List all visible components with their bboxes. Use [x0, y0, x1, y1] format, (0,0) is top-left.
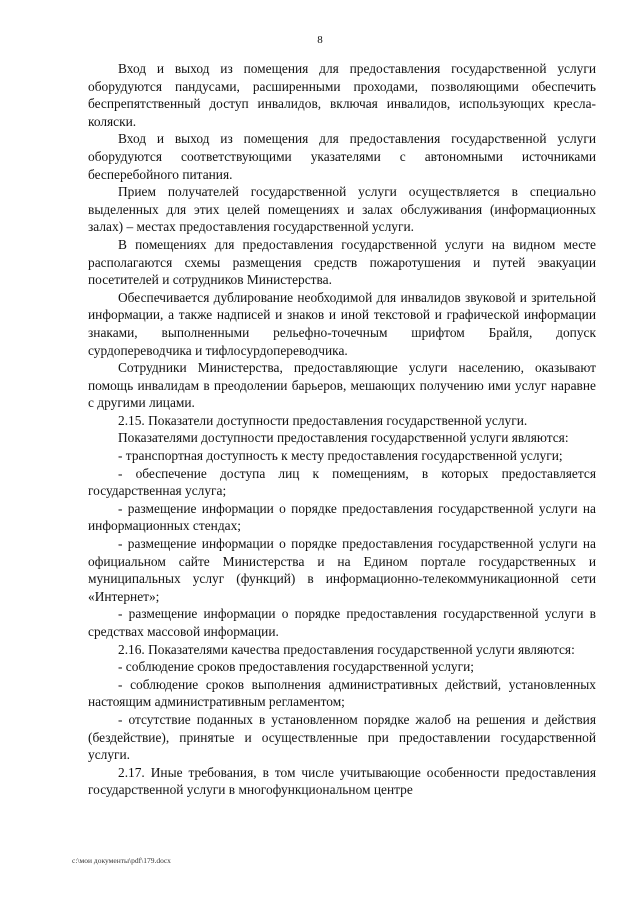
list-item: - соблюдение сроков выполнения административных действий, установленных настоящим административным регламентом; — [88, 676, 596, 710]
paragraph: Показателями доступности предоставления государственной услуги являются: — [118, 430, 569, 446]
section-heading-2-17: 2.17. Иные требования, в том числе учитывающие особенности предоставления государственной услуги в многофункциональном центре — [88, 764, 596, 798]
page-number: 8 — [317, 34, 323, 46]
document-body — [88, 60, 596, 799]
list-item: - размещение информации о порядке предоставления государственной услуги на официальном сайте Министерства и на Едином портале государственных и муниципальных услуг (функций) в информационно-телекоммуникационной сети «Интернет»; — [88, 536, 596, 604]
list-item: - отсутствие поданных в установленном порядке жалоб на решения и действия (бездействие), принятые и осуществленные при предоставлении государственной услуги. — [88, 711, 596, 763]
section-heading-2-16: 2.16. Показателями качества предоставления государственной услуги являются: — [118, 641, 575, 657]
paragraph: Вход и выход из помещения для предоставления государственной услуги оборудуются соответствующими указателями с автономными источниками бесперебойного питания. — [88, 131, 596, 182]
paragraph: Прием получателей государственной услуги осуществляется в специально выделенных для этих целей помещениях и залах обслуживания (информационных залах) – местах предоставления государственной услуги. — [88, 184, 596, 235]
paragraph: В помещениях для предоставления государственной услуги на видном месте располагаются схемы размещения средств пожаротушения и путей эвакуации посетителей и сотрудников Министерства. — [88, 236, 596, 288]
section-heading-2-15: 2.15. Показатели доступности предоставления государственной услуги. — [118, 412, 528, 428]
paragraph: Вход и выход из помещения для предоставления государственной услуги оборудуются пандусами, расширенными проходами, позволяющими обеспечить беспрепятственный доступ инвалидов, включая инвалидов, использующих кресла-коляски. — [88, 61, 596, 129]
list-item: - размещение информации о порядке предоставления государственной услуги в средствах массовой информации. — [88, 606, 596, 639]
list-item: - соблюдение сроков предоставления государственной услуги; — [118, 659, 474, 675]
list-item: - обеспечение доступа лиц к помещениям, в которых предоставляется государственная услуга; — [88, 465, 596, 499]
list-item: - размещение информации о порядке предоставления государственной услуги на информационных стендах; — [88, 500, 596, 534]
paragraph: Сотрудники Министерства, предоставляющие услуги населению, оказывают помощь инвалидам в преодолении барьеров, мешающих получению ими услуг наравне с другими лицами. — [88, 360, 596, 411]
footer-file-path: c:\мои документы\pdf\179.docx — [72, 856, 171, 865]
list-item: - транспортная доступность к месту предоставления государственной услуги; — [118, 448, 563, 464]
paragraph: Обеспечивается дублирование необходимой для инвалидов звуковой и зрительной информации, а также надписей и знаков и иной текстовой и графической информации знаками, выполненными рельефно-точечным шрифтом Брайля, допуск сурдопереводчика и тифлосурдопереводчика. — [88, 289, 596, 358]
